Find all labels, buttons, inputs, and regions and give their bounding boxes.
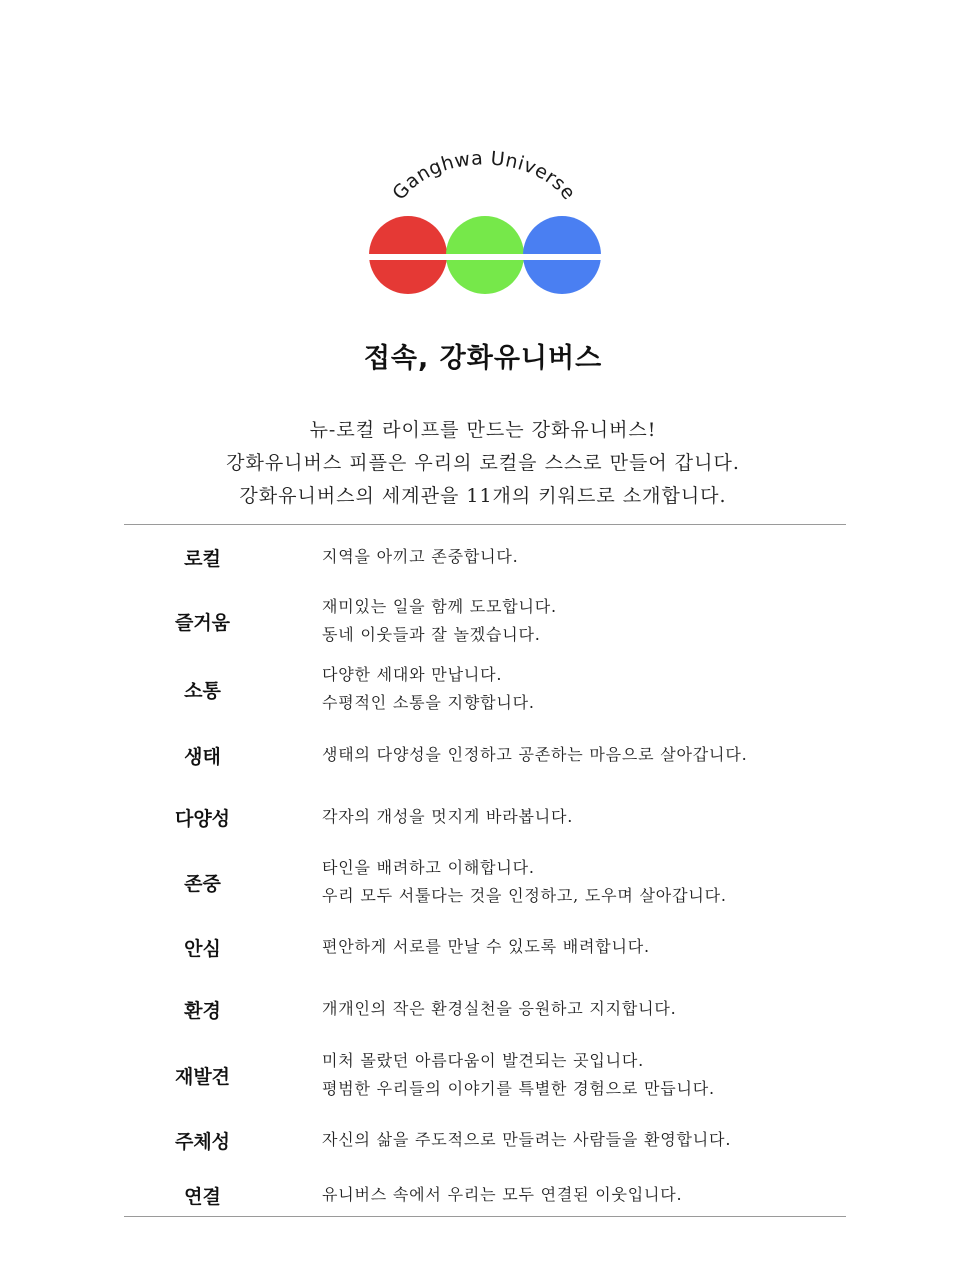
logo-green-circle	[443, 216, 527, 294]
keyword-description	[281, 933, 650, 961]
description-line: 다양한 세대와 만납니다.	[322, 665, 503, 684]
keyword-label: 즐거움	[174, 611, 231, 634]
logo-arc-text: Ganghwa Universe	[388, 147, 580, 205]
keyword-label: 다양성	[174, 807, 231, 830]
bottom-divider	[124, 1216, 846, 1217]
description-line: 지역을 아끼고 존중합니다.	[322, 547, 519, 566]
intro-line: 뉴-로컬 라이프를 만드는 강화유니버스!	[309, 419, 657, 441]
description-line: 평범한 우리들의 이야기를 특별한 경험으로 만듭니다.	[322, 1079, 715, 1098]
keyword-row-environment	[124, 990, 846, 1028]
keyword-row-fun	[124, 592, 846, 650]
description-line: 편안하게 서로를 만날 수 있도록 배려합니다.	[322, 937, 650, 956]
intro-line: 강화유니버스 피플은 우리의 로컬을 스스로 만들어 갑니다.	[226, 452, 740, 474]
keyword-row-respect	[124, 853, 846, 911]
description-line: 재미있는 일을 함께 도모합니다.	[322, 597, 557, 616]
description-line: 생태의 다양성을 인정하고 공존하는 마음으로 살아갑니다.	[322, 745, 748, 764]
keyword-row-safety	[124, 928, 846, 966]
description-line: 우리 모두 서툴다는 것을 인정하고, 도우며 살아갑니다.	[322, 886, 727, 905]
intro-text	[0, 414, 966, 513]
top-divider	[124, 524, 846, 525]
keyword-label: 로컬	[184, 547, 221, 570]
description-line: 개개인의 작은 환경실천을 응원하고 지지합니다.	[322, 999, 677, 1018]
keyword-description	[281, 741, 747, 769]
description-line: 각자의 개성을 멋지게 바라봅니다.	[322, 807, 574, 826]
keyword-description	[281, 854, 727, 910]
keyword-description	[281, 995, 677, 1023]
keyword-row-diversity	[124, 798, 846, 836]
logo-red-circle	[366, 216, 450, 294]
keyword-description	[281, 1126, 731, 1154]
keyword-label: 주체성	[174, 1130, 231, 1153]
keyword-label: 소통	[184, 679, 221, 702]
keyword-row-ecology	[124, 736, 846, 774]
keyword-row-rediscovery	[124, 1046, 846, 1104]
keyword-row-autonomy	[124, 1121, 846, 1159]
description-line: 미처 몰랐던 아름다움이 발견되는 곳입니다.	[322, 1051, 645, 1070]
keyword-description	[281, 593, 557, 649]
ganghwa-universe-logo	[358, 132, 610, 302]
description-line: 수평적인 소통을 지향합니다.	[322, 693, 535, 712]
keyword-label: 생태	[184, 745, 221, 768]
keyword-description	[281, 1047, 715, 1103]
description-line: 자신의 삶을 주도적으로 만들려는 사람들을 환영합니다.	[322, 1130, 732, 1149]
description-line: 동네 이웃들과 잘 놀겠습니다.	[322, 625, 541, 644]
keyword-description	[281, 1181, 682, 1209]
keyword-label: 존중	[184, 872, 221, 895]
intro-line: 강화유니버스의 세계관을 11개의 키워드로 소개합니다.	[239, 485, 727, 507]
keyword-description	[281, 803, 573, 831]
description-line: 유니버스 속에서 우리는 모두 연결된 이웃입니다.	[322, 1185, 683, 1204]
keyword-row-connection	[124, 1176, 846, 1214]
keyword-label: 안심	[184, 937, 221, 960]
keyword-row-local	[124, 538, 846, 576]
page-title: 접속, 강화유니버스	[363, 343, 603, 374]
keyword-label: 연결	[184, 1185, 221, 1208]
description-line: 타인을 배려하고 이해합니다.	[322, 858, 535, 877]
keyword-description	[281, 661, 535, 717]
keyword-label: 환경	[184, 999, 221, 1022]
keyword-description	[281, 543, 518, 571]
logo-blue-circle	[520, 216, 604, 294]
keyword-label: 재발견	[174, 1065, 231, 1088]
keyword-row-communication	[124, 660, 846, 718]
